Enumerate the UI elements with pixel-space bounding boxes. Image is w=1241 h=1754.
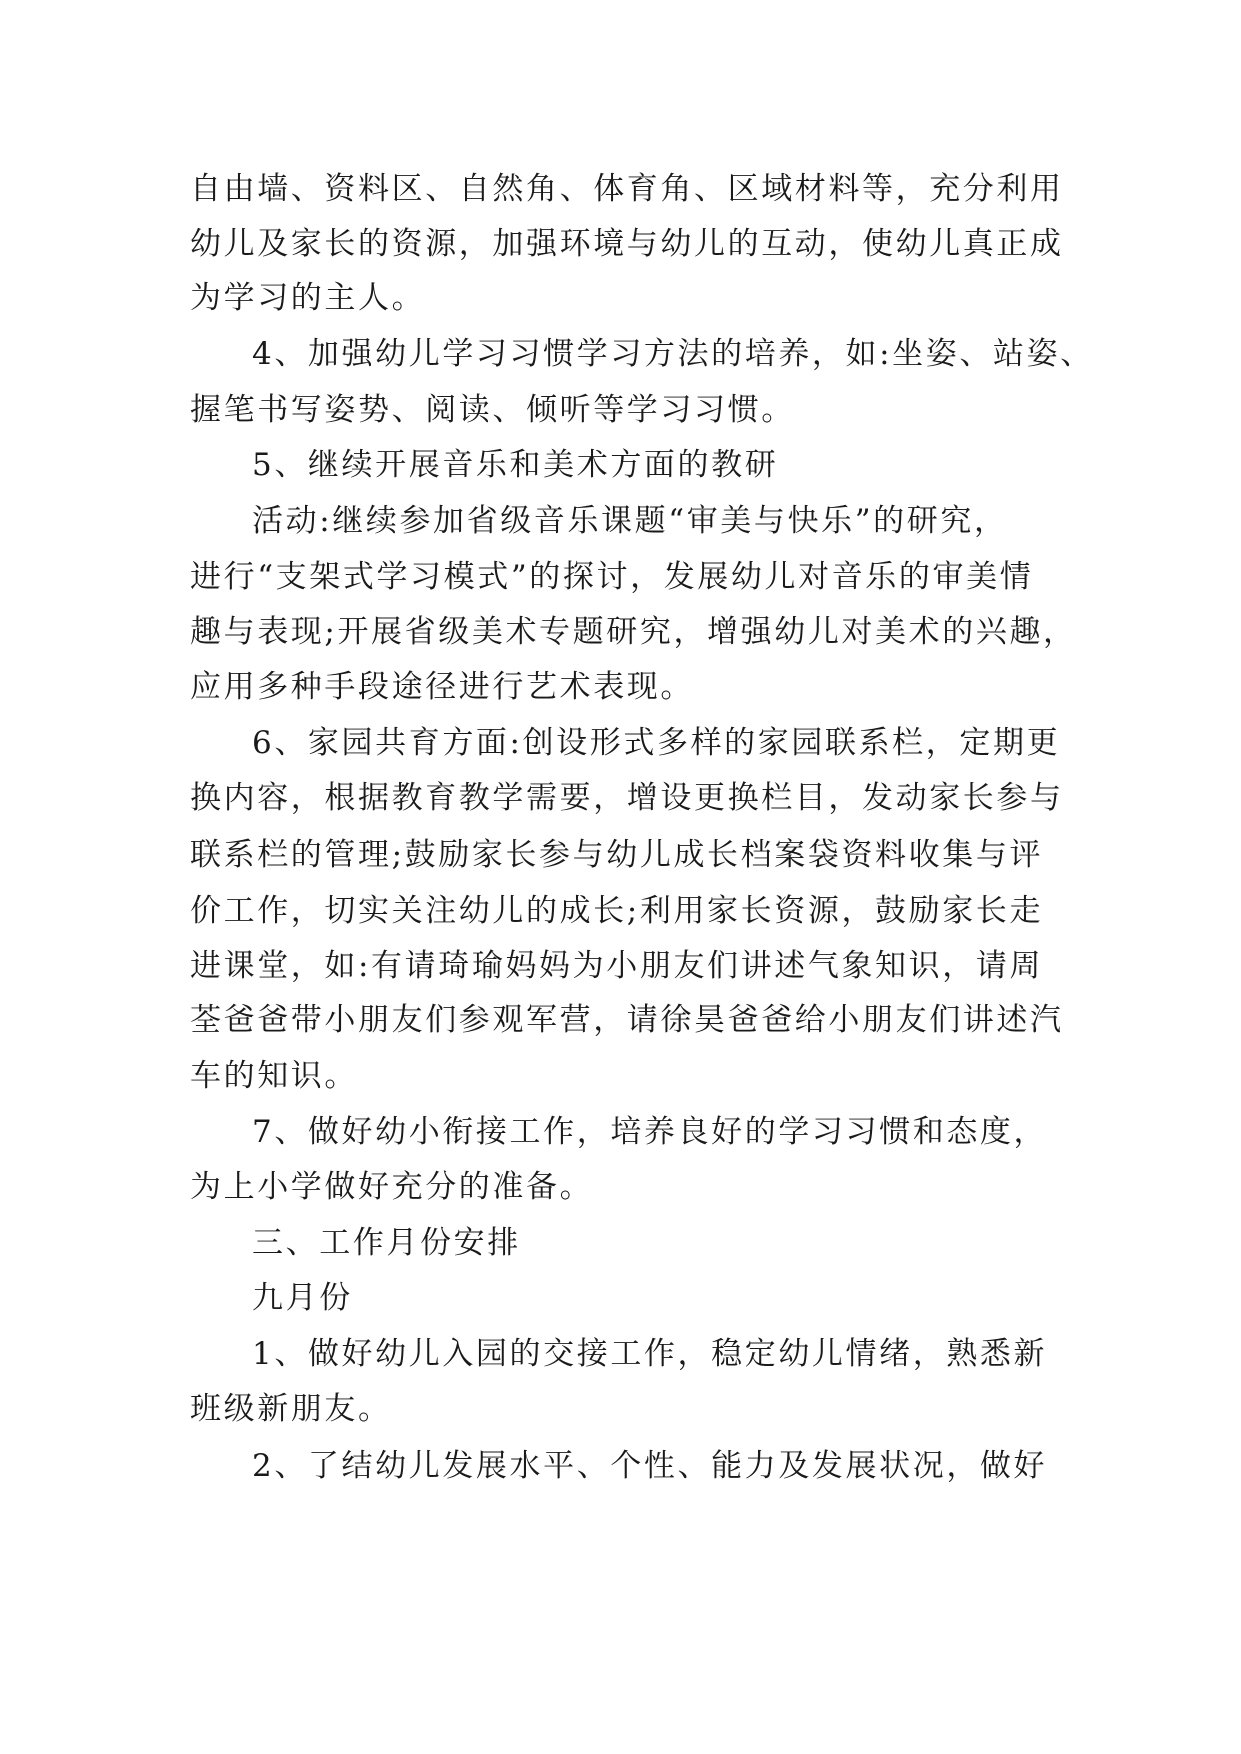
body-text-line: 进课堂，如:有请琦瑜妈妈为小朋友们讲述气象知识，请周 [190, 948, 1044, 984]
body-text-line: 荃爸爸带小朋友们参观军营，请徐昊爸爸给小朋友们讲述汽 [190, 1002, 1064, 1038]
body-text-line: 车的知识。 [190, 1058, 358, 1094]
paragraph-start-line: 5、继续开展音乐和美术方面的教研 [252, 447, 779, 483]
paragraph-start-line: 2、了结幼儿发展水平、个性、能力及发展状况，做好 [252, 1448, 1048, 1484]
body-text-line: 应用多种手段途径进行艺术表现。 [190, 669, 694, 705]
month-heading: 九月份 [252, 1280, 353, 1316]
paragraph-start-line: 1、做好幼儿入园的交接工作，稳定幼儿情绪，熟悉新 [252, 1336, 1048, 1372]
body-text-line: 趣与表现;开展省级美术专题研究，增强幼儿对美术的兴趣， [190, 614, 1077, 650]
body-text-line: 自由墙、资料区、自然角、体育角、区域材料等，充分利用 [190, 171, 1064, 207]
body-text-line: 价工作，切实关注幼儿的成长;利用家长资源，鼓励家长走 [190, 893, 1044, 929]
section-heading: 三、工作月份安排 [252, 1225, 521, 1261]
paragraph-start-line: 6、家园共育方面:创设形式多样的家园联系栏，定期更 [252, 725, 1061, 761]
paragraph-start-line: 7、做好幼小衔接工作，培养良好的学习习惯和态度， [252, 1114, 1048, 1150]
body-text-line: 联系栏的管理;鼓励家长参与幼儿成长档案袋资料收集与评 [190, 837, 1044, 873]
paragraph-start-line: 活动:继续参加省级音乐课题“审美与快乐”的研究， [252, 503, 1008, 539]
body-text-line: 握笔书写姿势、阅读、倾听等学习习惯。 [190, 392, 795, 428]
body-text-line: 班级新朋友。 [190, 1391, 392, 1427]
body-text-line: 进行“支架式学习模式”的探讨，发展幼儿对音乐的审美情 [190, 559, 1034, 595]
body-text-line: 换内容，根据教育教学需要，增设更换栏目，发动家长参与 [190, 780, 1064, 816]
body-text-line: 为上小学做好充分的准备。 [190, 1169, 594, 1205]
body-text-line: 为学习的主人。 [190, 280, 426, 316]
body-text-line: 幼儿及家长的资源，加强环境与幼儿的互动，使幼儿真正成 [190, 226, 1064, 262]
paragraph-start-line: 4、加强幼儿学习习惯学习方法的培养，如:坐姿、站姿、 [252, 336, 1094, 372]
